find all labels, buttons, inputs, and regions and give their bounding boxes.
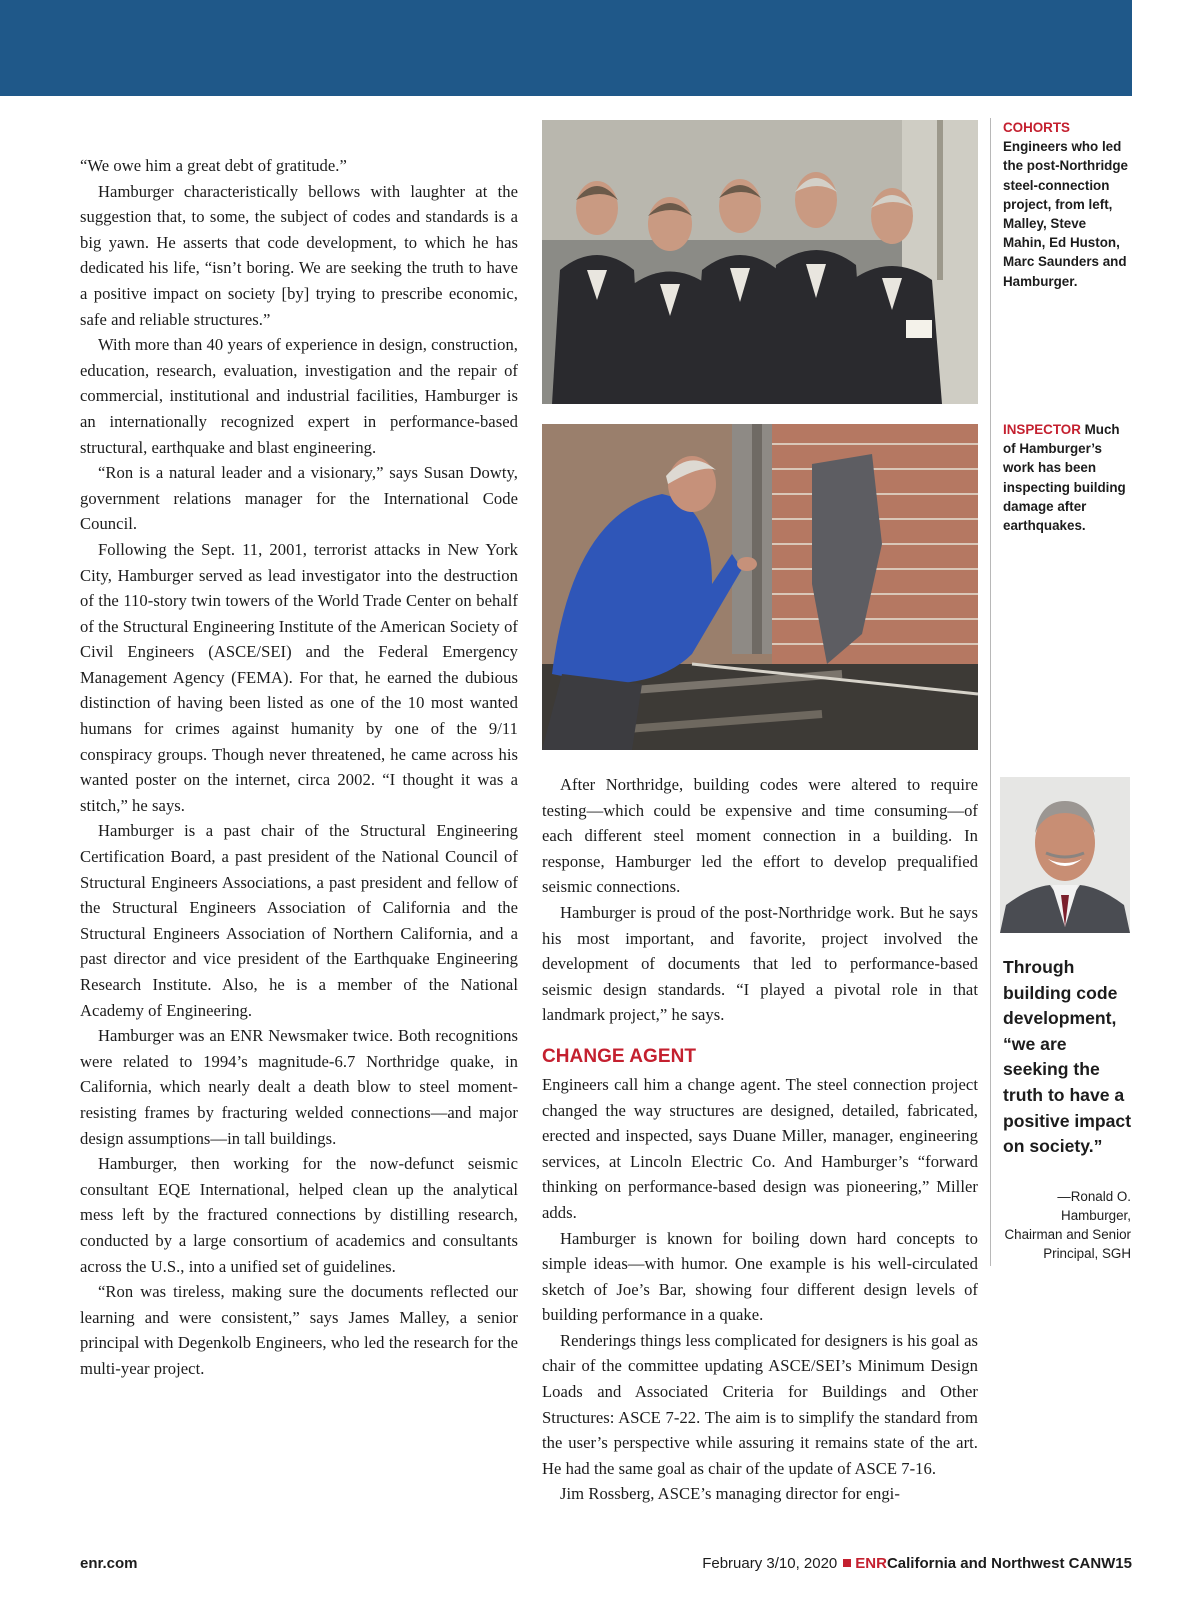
article-paragraph: Jim Rossberg, ASCE’s managing director for engi- — [560, 1484, 900, 1504]
caption-kicker: COHORTS — [1003, 120, 1070, 135]
portrait-photo — [1000, 777, 1130, 933]
header-color-band — [0, 0, 1132, 96]
footer-edition: California and Northwest — [886, 1555, 1065, 1572]
portrait-photo-illustration — [1000, 777, 1130, 933]
article-paragraph: “We owe him a great debt of gratitude.” — [80, 156, 347, 175]
pull-quote: Through building code development, “we are seeking the truth to have a positive impact on society.” — [1003, 957, 1132, 1157]
article-paragraph: After Northridge, building codes were altered to require testing—which could be expensive and time consuming—of each different steel moment connection in a building. In response, Hamburger led the effort to develop prequalified seismic connections. — [542, 775, 978, 897]
article-column-middle — [542, 772, 978, 1507]
article-column-left — [80, 153, 518, 1382]
section-subhead: CHANGE AGENT — [542, 1045, 697, 1067]
caption-text: Engineers who led the post-Northridge steel-connection project, from left, Malley, Steve Mahin, Ed Huston, Marc Saunders and Hamburger. — [1003, 139, 1128, 289]
article-paragraph: Following the Sept. 11, 2001, terrorist attacks in New York City, Hamburger served as lead investigator into the destruction of the 110-story twin towers of the World Trade Center on behalf of the Structural Engineering Institute of the American Society of Civil Engineers (ASCE/SEI) and the Federal Emergency Management Agency (FEMA). For that, he earned the dubious distinction of having been listed as one of the 10 most wanted humans for crimes against humanity by one of the 9/11 conspiracy groups. Though never threatened, he came across his wanted poster on the internet, circa 2002. “I thought it was a stitch,” he says. — [80, 539, 518, 815]
footer-date: February 3/10, 2020 — [702, 1555, 838, 1572]
red-square-icon — [843, 1559, 851, 1567]
footer-page-number: CANW15 — [1068, 1555, 1132, 1572]
sidebar-divider — [990, 118, 991, 1266]
article-paragraph: Hamburger is a past chair of the Structural Engineering Certification Board, a past president of the National Council of Structural Engineers Associations, a past president and fellow of the Structural Engineers Association of California and the Structural Engineers Association of Northern California, and a past director and vice president of the Earthquake Engineering Research Institute. Also, he is a member of the National Academy of Engineering. — [80, 821, 518, 1020]
footer-folio — [702, 1554, 1132, 1574]
inspector-photo — [542, 424, 978, 750]
caption-text: Much of Hamburger’s work has been inspecting building damage after earthquakes. — [1003, 422, 1126, 534]
article-paragraph: Hamburger is known for boiling down hard concepts to simple ideas—with humor. One example is his well-circulated sketch of Joe’s Bar, showing four different design levels of building performance in a quake. — [542, 1228, 978, 1325]
article-paragraph: “Ron is a natural leader and a visionary,” says Susan Dowty, government relations manager for the International Code Council. — [80, 463, 518, 534]
footer-site: enr.com — [80, 1555, 138, 1572]
article-paragraph: Hamburger is proud of the post-Northridge work. But he says his most important, and favorite, project involved the development of documents that led to performance-based seismic design standards. “I played a pivotal role in that landmark project,” he says. — [542, 902, 978, 1025]
article-paragraph: Engineers call him a change agent. The steel connection project changed the way structures are designed, detailed, fabricated, erected and inspected, says Duane Miller, manager, engineering services, at Lincoln Electric Co. And Hamburger’s “forward thinking on performance-based design was pioneering,” Miller adds. — [542, 1074, 978, 1222]
article-paragraph: Hamburger, then working for the now-defunct seismic consultant EQE International, helped clean up the analytical mess left by the fractured connections by distilling research, conducted by a large consortium of academics and consultants across the U.S., into a unified set of guidelines. — [80, 1154, 518, 1276]
inspector-caption — [1003, 420, 1131, 535]
article-paragraph: Renderings things less complicated for designers is his goal as chair of the committee updating ASCE/SEI’s Minimum Design Loads and Associated Criteria for Buildings and Other Structures: ASCE 7-22. The aim is to simplify the standard from the user’s perspective while assuring it remains state of the art. He had the same goal as chair of the update of ASCE 7-16. — [542, 1330, 978, 1478]
cohorts-caption — [1003, 118, 1131, 291]
article-paragraph: “Ron was tireless, making sure the documents reflected our learning and were consistent,” says James Malley, a senior principal with Degenkolb Engineers, who led the research for the multi-year project. — [80, 1282, 518, 1378]
article-paragraph: Hamburger characteristically bellows with laughter at the suggestion that, to some, the subject of codes and standards is a big yawn. He asserts that code development, to which he has dedicated his life, “isn’t boring. We are seeking the truth to have a positive impact on society [by] trying to prescribe economic, safe and reliable structures.” — [80, 181, 518, 329]
article-paragraph: Hamburger was an ENR Newsmaker twice. Both recognitions were related to 1994’s magnitude-6.7 Northridge quake, in California, which nearly dealt a death blow to steel moment-resisting frames by fracturing welded connections—and major design assumptions—in tall buildings. — [80, 1026, 518, 1148]
cohorts-group-photo — [542, 120, 978, 404]
pull-quote-attribution: —Ronald O. Hamburger, Chairman and Senior Principal, SGH — [1004, 1189, 1131, 1261]
article-paragraph: With more than 40 years of experience in design, construction, education, research, evaluation, investigation and the repair of commercial, institutional and industrial facilities, Hamburger is an internationally recognized expert in performance-based structural, earthquake and blast engineering. — [80, 335, 518, 457]
inspector-photo-illustration — [542, 424, 978, 750]
footer-brand: ENR — [855, 1555, 887, 1572]
cohorts-photo-illustration — [542, 120, 978, 404]
caption-kicker: INSPECTOR — [1003, 422, 1081, 437]
